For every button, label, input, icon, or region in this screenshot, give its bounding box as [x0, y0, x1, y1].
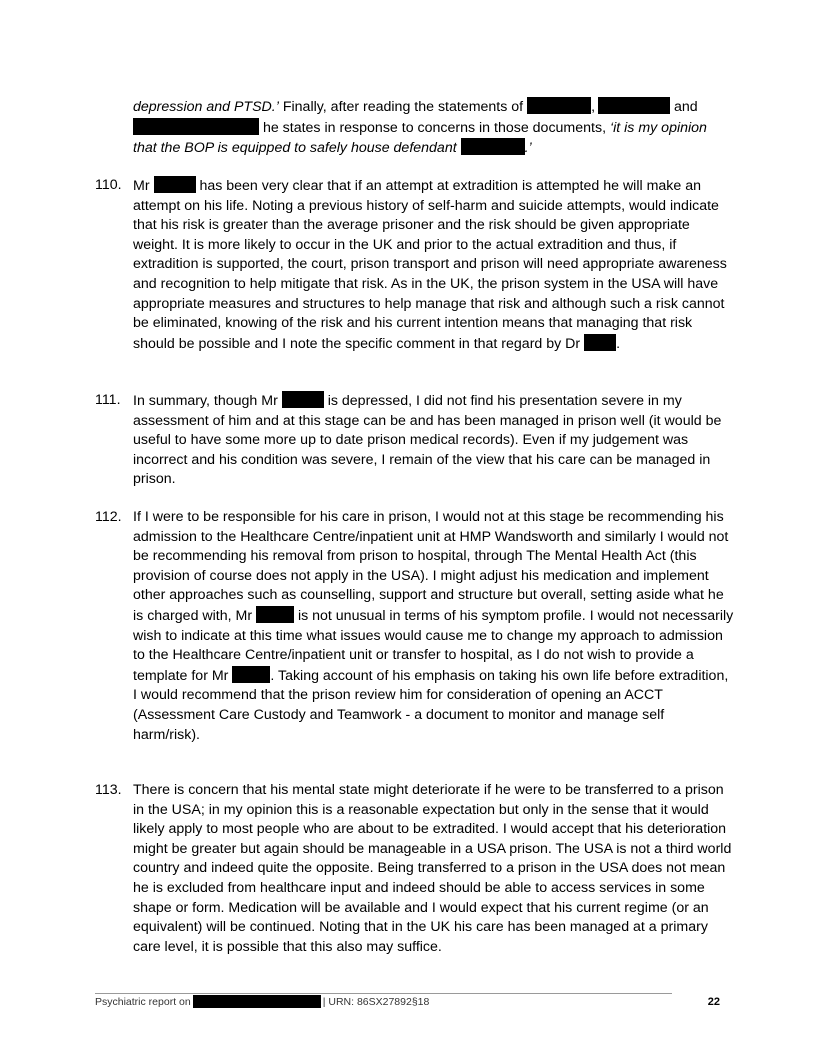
- redaction: [461, 138, 525, 155]
- paragraph-number: 111.: [95, 392, 121, 408]
- paragraph-number: 113.: [95, 782, 122, 798]
- paragraph-111: [95, 391, 735, 490]
- page-footer: [95, 995, 720, 1009]
- footer-report-label: Psychiatric report on: [95, 996, 191, 1008]
- redaction: [256, 606, 294, 623]
- redaction: [133, 118, 259, 135]
- paragraph-text: In summary, though Mr is depressed, I did not find his presentation severe in my assessment of him and at this stage can be and has been managed in prison well (it would be useful to have some more up to date prison medical records). Even if my judgement was incorrect and his condition was severe, I remain of the view that his care can be managed in prison.: [133, 393, 722, 488]
- paragraph-text: Mr has been very clear that if an attempt at extradition is attempted he will make an attempt on his life. Noting a previous history of self-harm and suicide attempts, would indicate that his risk is greater than the average prisoner and the risk should be given appropriate weight. It is more likely to occur in the UK and prior to the actual extradition and thus, if extradition is supported, the court, prison transport and prison will need appropriate awareness and recognition to help mitigate that risk. As in the UK, the prison system in the USA will have appropriate measures and structures to help manage that risk and although such a risk cannot be eliminated, knowing of the risk and his current intention means that managing that risk should be possible and I note the specific comment in that regard by Dr .: [133, 178, 727, 352]
- continuation-paragraph: depression and PTSD.’ Finally, after reading the statements of , and he states in response to concerns in those documents, ‘it is my opinion that the BOP is equipped to safely house defendant .’: [133, 99, 707, 157]
- redaction: [282, 391, 324, 408]
- paragraph-text: If I were to be responsible for his care in prison, I would not at this stage be recommending his admission to the Healthcare Centre/inpatient unit at HMP Wandsworth and similarly I would not be recommending his removal from prison to hospital, through The Mental Health Act (this provision of course does not apply in the USA). I might adjust his medication and implement other approaches such as counselling, support and structure but overall, setting aside what he is charged with, Mr is not unusual in terms of his symptom profile. I would not necessarily wish to indicate at this time what issues would cause me to change my approach to admission to the Healthcare Centre/inpatient unit or transfer to hospital, as I do not wish to provide a template for Mr . Taking account of his emphasis on taking his own life before extradition, I would recommend that the prison review him for consideration of opening an ACCT (Assessment Care Custody and Teamwork - a document to monitor and manage self harm/risk).: [133, 509, 734, 743]
- redaction: [598, 97, 670, 114]
- paragraph-number: 110.: [95, 177, 122, 193]
- redaction: [584, 334, 616, 351]
- footer-divider: [95, 993, 672, 994]
- redaction: [193, 995, 321, 1008]
- paragraph-number: 112.: [95, 509, 122, 525]
- redaction: [527, 97, 591, 114]
- paragraph-112: [95, 508, 735, 745]
- redaction: [232, 666, 270, 683]
- paragraph-110: [95, 176, 735, 354]
- quote-fragment: ‘it is my opinion that the BOP is equipped to safely house defendant: [133, 119, 707, 157]
- footer-urn: | URN: 86SX27892§18: [322, 996, 430, 1008]
- paragraph-113: [95, 781, 735, 957]
- quote-fragment: depression and PTSD.’: [133, 99, 279, 115]
- redaction: [154, 176, 196, 193]
- page-number: 22: [707, 996, 720, 1008]
- paragraph-text: There is concern that his mental state might deteriorate if he were to be transferred to a prison in the USA; in my opinion this is a reasonable expectation but only in the sense that it would likely apply to most people who are about to be extradited. I would accept that his deterioration might be greater but again should be manageable in a USA prison. The USA is not a third world country and indeed quite the opposite. Being transferred to a prison in the USA does not mean he is excluded from healthcare input and indeed should be able to access services in some shape or form. Medication will be available and I would expect that his current regime (or an equivalent) will be continued. Noting that in the UK his care has been managed at a primary care level, it is possible that this also may suffice.: [133, 782, 732, 955]
